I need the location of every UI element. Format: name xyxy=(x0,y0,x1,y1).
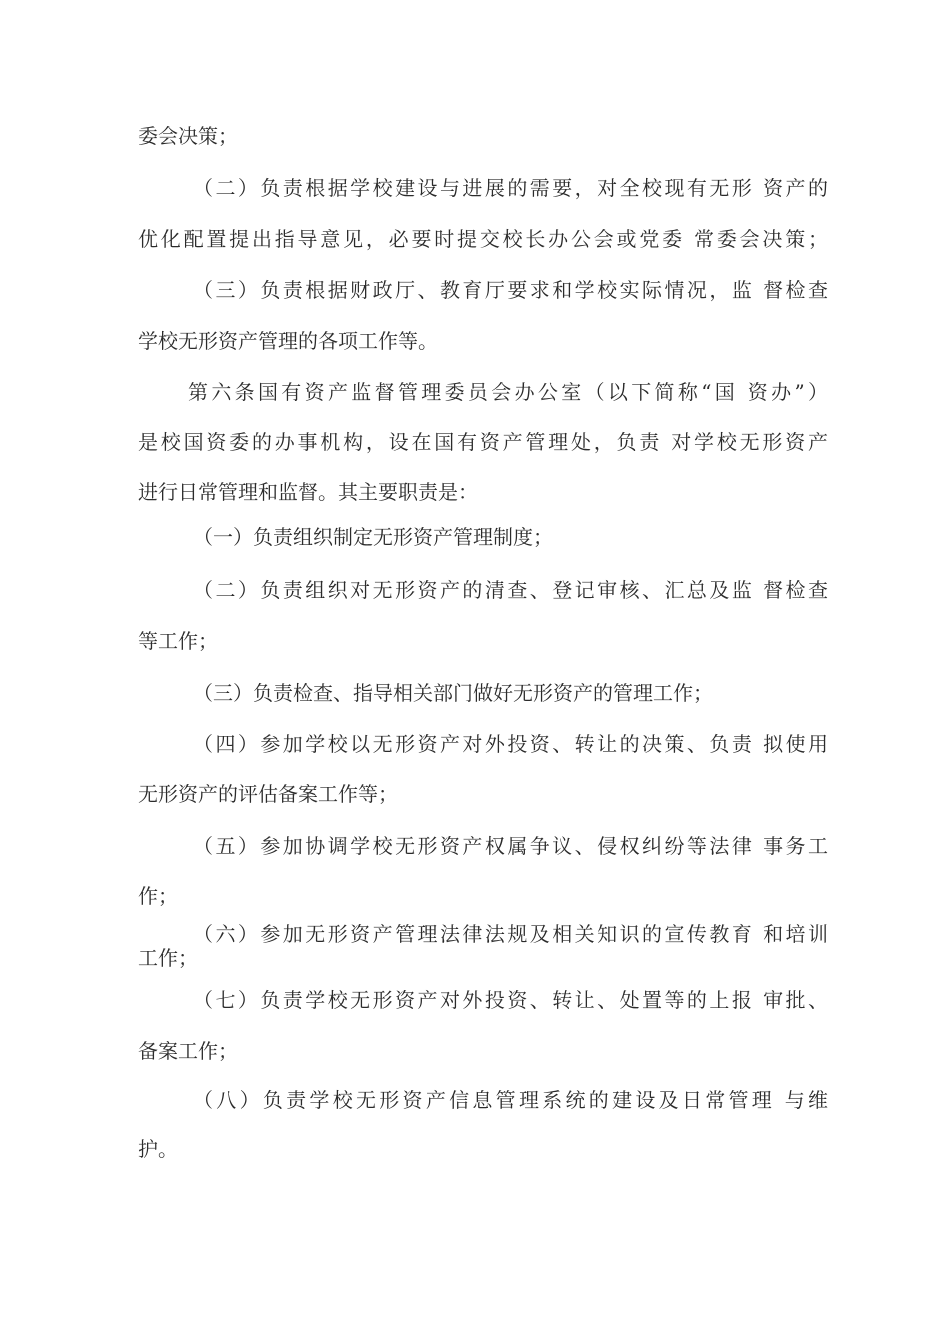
text-line: 是校国资委的办事机构，设在国有资产管理处，负责 对学校无形资产 xyxy=(138,430,828,454)
text-line: （八）负责学校无形资产信息管理系统的建设及日常管理 与维 xyxy=(193,1088,828,1112)
text-line: 备案工作； xyxy=(138,1039,238,1063)
text-line: （二）负责根据学校建设与进展的需要，对全校现有无形 资产的 xyxy=(193,176,828,200)
text-line: （七）负责学校无形资产对外投资、转让、处置等的上报 审批、 xyxy=(193,988,828,1012)
text-line: 工作； xyxy=(138,946,198,970)
text-line: （五）参加协调学校无形资产权属争议、侵权纠纷等法律 事务工 xyxy=(193,834,828,858)
text-line: 优化配置提出指导意见，必要时提交校长办公会或党委 常委会决策； xyxy=(138,227,828,251)
text-line: 进行日常管理和监督。其主要职责是： xyxy=(138,480,478,504)
text-line: 学校无形资产管理的各项工作等。 xyxy=(138,329,438,353)
text-line: （六）参加无形资产管理法律法规及相关知识的宣传教育 和培训 xyxy=(193,922,828,946)
text-line: 护。 xyxy=(138,1137,178,1161)
text-line: （三）负责检查、指导相关部门做好无形资产的管理工作； xyxy=(193,681,713,705)
text-line: 作； xyxy=(138,884,178,908)
text-line: 委会决策； xyxy=(138,124,238,148)
text-line: 第六条国有资产监督管理委员会办公室（以下简称“国 资办”） xyxy=(188,380,828,404)
text-line: 等工作； xyxy=(138,629,218,653)
text-line: （一）负责组织制定无形资产管理制度； xyxy=(193,525,553,549)
text-line: （三）负责根据财政厅、教育厅要求和学校实际情况，监 督检查 xyxy=(193,278,828,302)
text-line: 无形资产的评估备案工作等； xyxy=(138,782,398,806)
text-line: （四）参加学校以无形资产对外投资、转让的决策、负责 拟使用 xyxy=(193,732,828,756)
text-line: （二）负责组织对无形资产的清查、登记审核、汇总及监 督检查 xyxy=(193,578,828,602)
